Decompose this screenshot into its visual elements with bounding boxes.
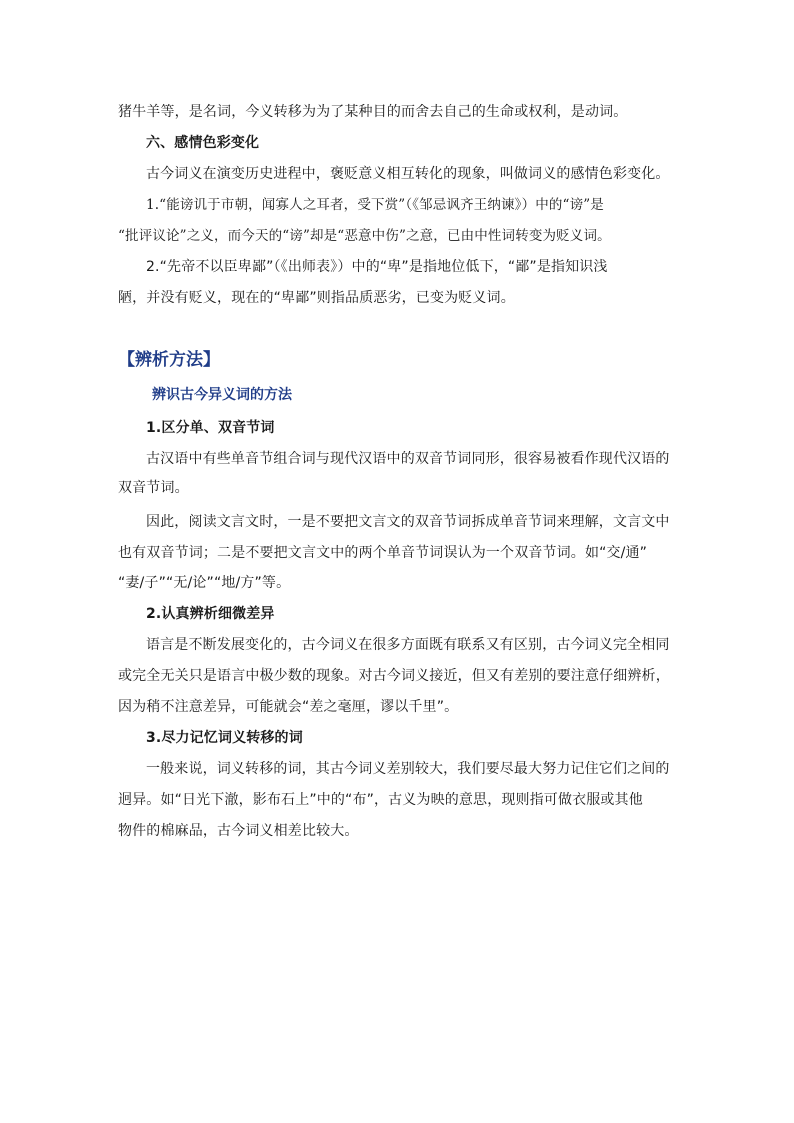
method-1-para-2-line-3: “妻/子”“无/论”“地/方”等。 xyxy=(118,575,291,591)
method-1-para-1-line-2: 双音节词。 xyxy=(118,480,189,496)
method-3-line-1: 一般来说，词义转移的词，其古今词义差别较大，我们要尽最大努力记住它们之间的 xyxy=(146,761,670,777)
method-3-heading: 3.尽力记忆词义转移的词 xyxy=(146,730,303,746)
definition-paragraph: 古今词义在演变历史进程中，褒贬意义相互转化的现象，叫做词义的感情色彩变化。 xyxy=(146,166,670,182)
method-2-line-2: 或完全无关只是语言中极少数的现象。对古今词义接近，但又有差别的要注意仔细辨析， xyxy=(118,668,670,684)
method-1-para-2-line-2: 也有双音节词；二是不要把文言文中的两个单音节词误认为一个双音节词。如“交/通” xyxy=(118,545,648,561)
example-1-line-2: “批评议论”之义，而今天的“谤”却是“恶意中伤”之意，已由中性词转变为贬义词。 xyxy=(118,228,611,244)
method-1-para-1-line-1: 古汉语中有些单音节组合词与现代汉语中的双音节词同形，很容易被看作现代汉语的 xyxy=(146,451,670,467)
example-2-line-1: 2.“先帝不以臣卑鄙”（《出师表》）中的“卑”是指地位低下，“鄙”是指知识浅 xyxy=(146,259,608,275)
method-3-line-3: 物件的棉麻品，古今词义相差比较大。 xyxy=(118,823,359,839)
method-1-para-2-line-1: 因此，阅读文言文时，一是不要把文言文的双音节词拆成单音节词来理解，文言文中 xyxy=(146,514,670,530)
method-3-line-2: 迥异。如“日光下澈，影布石上”中的“布”，古义为映的意思，现则指可做衣服或其他 xyxy=(118,792,643,808)
section-heading-emotional-color: 六、感情色彩变化 xyxy=(146,135,260,151)
method-1-heading: 1.区分单、双音节词 xyxy=(146,420,275,436)
example-1-line-1: 1.“能谤讥于市朝，闻寡人之耳者，受下赏”（《邹忌讽齐王纳谏》）中的“谤”是 xyxy=(146,197,604,213)
methods-section-title: 【辨析方法】 xyxy=(118,350,220,370)
paragraph-tail: 猪牛羊等，是名词，今义转移为为了某种目的而舍去自己的生命或权利，是动词。 xyxy=(118,104,628,120)
method-2-line-1: 语言是不断发展变化的，古今词义在很多方面既有联系又有区别，古今词义完全相同 xyxy=(146,637,670,653)
methods-subtitle: 辨识古今异义词的方法 xyxy=(152,387,292,403)
example-2-line-2: 陋，并没有贬义，现在的“卑鄙”则指品质恶劣，已变为贬义词。 xyxy=(118,290,515,306)
method-2-heading: 2.认真辨析细微差异 xyxy=(146,606,275,622)
method-2-line-3: 因为稍不注意差异，可能就会“差之毫厘，谬以千里”。 xyxy=(118,699,459,715)
